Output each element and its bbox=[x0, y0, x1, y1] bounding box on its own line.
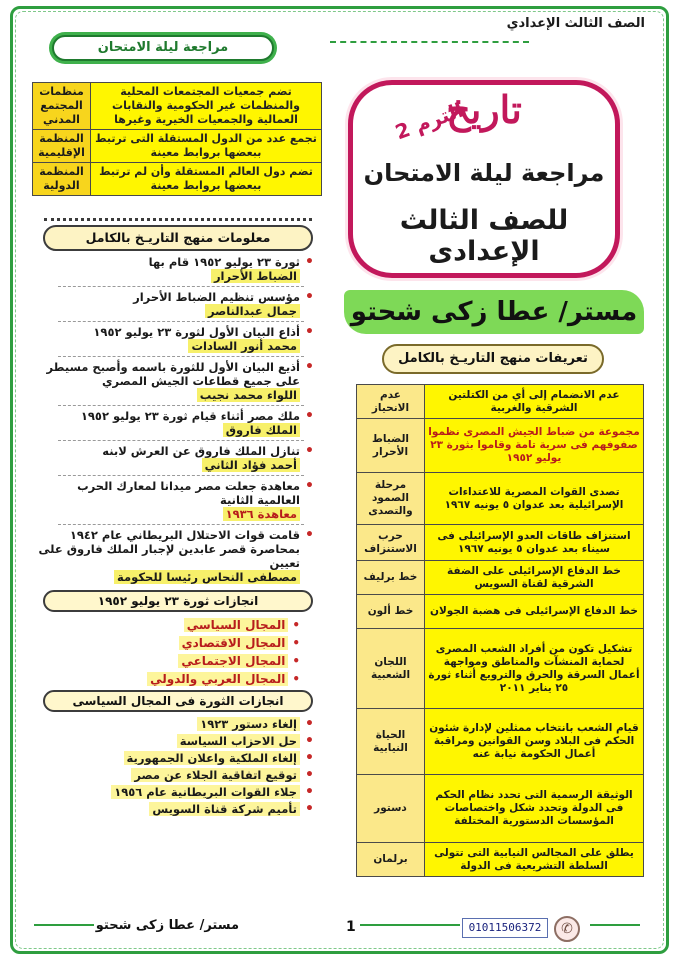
table-cell: قيام الشعب بانتخاب ممثلين لإدارة شئون الحكم فى البلاد وسن القوانين ومراقبة أعمال الحكومة نيابة عنه bbox=[425, 709, 644, 775]
table-row bbox=[33, 83, 322, 130]
footer-divider bbox=[360, 924, 460, 926]
table-cell: يطلق على المجالس النيابية التى تتولى السلطة التشريعية فى الدولة bbox=[425, 843, 644, 877]
table-cell: تضم دول العالم المستقلة وأن لم ترتبط ببعضها بروابط معينة bbox=[91, 163, 322, 196]
facts-list bbox=[30, 251, 326, 584]
table-cell: عدم الانضمام إلى أي من الكتلتين الشرقية والغربية bbox=[425, 385, 644, 419]
list-item: • المجال الاجتماعي bbox=[38, 652, 300, 670]
list-item bbox=[38, 290, 314, 318]
fact-question: أذاع البيان الأول لثورة ٢٣ يوليو ١٩٥٢ bbox=[93, 325, 300, 339]
divider bbox=[58, 524, 304, 525]
fact-answer: الملك فاروق bbox=[223, 423, 300, 437]
fact-answer: الضباط الأحرار bbox=[211, 269, 300, 283]
header-divider bbox=[330, 41, 529, 43]
fact-answer: جمال عبدالناصر bbox=[205, 304, 300, 318]
table-cell: المنظمة الدولية bbox=[33, 163, 91, 196]
table-cell: تجمع عدد من الدول المستقلة التى ترتبط ببعضها بروابط معينة bbox=[91, 130, 322, 163]
table-row bbox=[357, 385, 644, 419]
table-cell: تصدى القوات المصرية للاعتداءات الإسرائيلية بعد عدوان ٥ يونيه ١٩٦٧ bbox=[425, 473, 644, 525]
dotted-divider bbox=[44, 218, 312, 221]
footer-divider bbox=[590, 924, 640, 926]
list-item bbox=[38, 360, 314, 402]
list-item: • المجال الاقتصادي bbox=[38, 634, 300, 652]
divider bbox=[58, 440, 304, 441]
table-cell: عدم الانحياز bbox=[357, 385, 425, 419]
term-label: الترم 2 bbox=[392, 97, 467, 145]
teacher-banner bbox=[344, 290, 644, 334]
fact-question: ثورة ٢٣ يوليو ١٩٥٢ قام بها bbox=[148, 255, 300, 269]
table-cell: استنزاف طاقات العدو الإسرائيلى فى سيناء بعد عدوان ٥ يونيه ١٩٦٧ bbox=[425, 525, 644, 561]
political-achievements-list bbox=[30, 712, 326, 818]
fact-question: تنازل الملك فاروق عن العرش لابنه bbox=[102, 444, 300, 458]
table-row bbox=[357, 709, 644, 775]
list-item: • توقيع اتفاقية الجلاء عن مصر bbox=[38, 767, 314, 784]
divider bbox=[58, 356, 304, 357]
table-cell: تضم جمعيات المجتمعات المحلية والمنظمات غير الحكومية والنقابات العمالية والجمعيات الخيرية وغيرها bbox=[91, 83, 322, 130]
title-box bbox=[348, 80, 620, 278]
table-cell: المنظمة الإقليمية bbox=[33, 130, 91, 163]
divider bbox=[58, 286, 304, 287]
history-facts-column bbox=[30, 212, 326, 912]
list-item bbox=[38, 444, 314, 472]
divider bbox=[58, 321, 304, 322]
review-title-pill: مراجعة ليلة الامتحان bbox=[52, 35, 274, 61]
political-achievements-pill: انجازات الثورة فى المجال السياسى bbox=[43, 690, 313, 712]
fact-question: قامت قوات الاحتلال البريطاني عام ١٩٤٢ بمحاصرة قصر عابدين لإجبار الملك فاروق على تعيين bbox=[38, 528, 300, 570]
table-row bbox=[357, 775, 644, 843]
list-item bbox=[38, 528, 314, 584]
table-cell: تشكيل تكون من أفراد الشعب المصرى لحماية المنشآت والمناطق ومواجهة أعمال السرقة والحرق والترويع أثناء ثورة ٢٥ يناير ٢٠١١ bbox=[425, 629, 644, 709]
table-cell: خط الدفاع الإسرائيلى فى هضبة الجولان bbox=[425, 595, 644, 629]
grade-label: الصف الثالث الإعدادي bbox=[506, 16, 645, 31]
table-row bbox=[357, 843, 644, 877]
table-row bbox=[33, 130, 322, 163]
table-row bbox=[357, 525, 644, 561]
list-item: • جلاء القوات البريطانية عام ١٩٥٦ bbox=[38, 784, 314, 801]
table-cell: دستور bbox=[357, 775, 425, 843]
definitions-title-pill: تعريفات منهج التاريـخ بالكامل bbox=[382, 344, 604, 374]
table-cell: خط ألون bbox=[357, 595, 425, 629]
fact-answer: أحمد فؤاد الثاني bbox=[202, 458, 300, 472]
table-cell: مرحلة الصمود والتصدى bbox=[357, 473, 425, 525]
list-item: • حل الاحزاب السياسة bbox=[38, 733, 314, 750]
fact-answer: اللواء محمد نجيب bbox=[197, 388, 300, 402]
list-item bbox=[38, 325, 314, 353]
subject-title: تاريخ bbox=[446, 87, 522, 132]
list-item: • إلغاء دستور ١٩٢٣ bbox=[38, 716, 314, 733]
table-cell: الحياة النيابية bbox=[357, 709, 425, 775]
fact-question: معاهدة جعلت مصر ميدانا لمعارك الحرب العالمية الثانية bbox=[77, 479, 300, 507]
table-cell: منظمات المجتمع المدني bbox=[33, 83, 91, 130]
phone-icon: ✆ bbox=[554, 916, 580, 942]
revolution-achievements-pill: انجازات ثورة ٢٣ يوليو ١٩٥٢ bbox=[43, 590, 313, 612]
title-subtitle-review: مراجعة ليلة الامتحان bbox=[363, 159, 605, 187]
list-item: • تأميم شركة قناة السويس bbox=[38, 801, 314, 818]
achievement-areas-list bbox=[30, 612, 326, 690]
list-item: • المجال السياسي bbox=[38, 616, 300, 634]
table-row bbox=[357, 561, 644, 595]
fact-question: ملك مصر أثناء قيام ثورة ٢٣ يوليو ١٩٥٢ bbox=[80, 409, 300, 423]
list-item bbox=[38, 255, 314, 283]
table-cell: حرب الاستنزاف bbox=[357, 525, 425, 561]
definitions-table bbox=[356, 384, 644, 877]
facts-title-pill: معلومات منهج التاريـخ بالكامل bbox=[43, 225, 313, 251]
divider bbox=[58, 475, 304, 476]
table-cell: الوثيقة الرسمية التى تحدد نظام الحكم فى الدولة وتحدد شكل واختصاصات المؤسسات الدستورية المختلفة bbox=[425, 775, 644, 843]
footer-teacher-name: مستر/ عطا زكى شحتو bbox=[95, 918, 239, 933]
table-row bbox=[33, 163, 322, 196]
divider bbox=[58, 405, 304, 406]
table-cell: خط برليف bbox=[357, 561, 425, 595]
list-item bbox=[38, 409, 314, 437]
page-number: 1 bbox=[346, 919, 356, 935]
fact-question: أذيع البيان الأول للثورة باسمه وأصبح مسيطر على جميع قطاعات الجيش المصري bbox=[46, 360, 300, 388]
fact-answer: معاهدة ١٩٣٦ bbox=[223, 507, 300, 521]
table-cell: خط الدفاع الإسرائيلى على الضفة الشرقية لقناة السويس bbox=[425, 561, 644, 595]
footer-divider bbox=[34, 924, 94, 926]
title-subtitle-grade: للصف الثالث الإعدادى bbox=[399, 205, 569, 267]
fact-answer: مصطفى النحاس رئيسا للحكومة bbox=[114, 570, 300, 584]
table-cell: برلمان bbox=[357, 843, 425, 877]
table-row bbox=[357, 629, 644, 709]
list-item: • إلغاء الملكية واعلان الجمهورية bbox=[38, 750, 314, 767]
fact-question: مؤسس تنظيم الضباط الأحرار bbox=[133, 290, 300, 304]
table-row bbox=[357, 595, 644, 629]
fact-answer: محمد أنور السادات bbox=[188, 339, 300, 353]
phone-number: 01011506372 bbox=[462, 918, 548, 938]
table-row bbox=[357, 419, 644, 473]
table-row bbox=[357, 473, 644, 525]
list-item bbox=[38, 479, 314, 521]
teacher-name: مستر/ عطا زكى شحتو bbox=[350, 297, 638, 327]
list-item: • المجال العربي والدولي bbox=[38, 670, 300, 688]
organizations-table bbox=[32, 82, 322, 196]
table-cell: اللجان الشعبية bbox=[357, 629, 425, 709]
table-cell: مجموعة من ضباط الجيش المصرى نظموا صفوفهم فى سرية تامة وقاموا بثورة ٢٣ يوليو ١٩٥٢ bbox=[425, 419, 644, 473]
table-cell: الضباط الأحرار bbox=[357, 419, 425, 473]
